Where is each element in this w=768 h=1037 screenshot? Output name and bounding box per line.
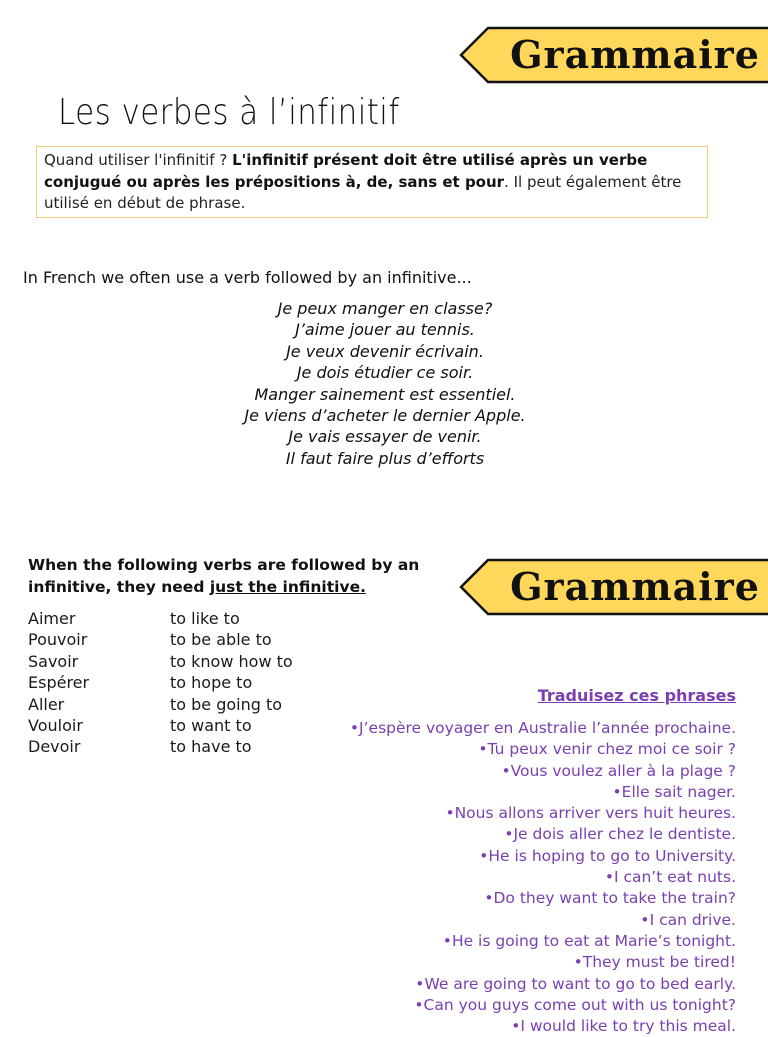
- verb-english: to know how to: [170, 651, 293, 671]
- verbs-heading: [28, 554, 428, 598]
- translate-phrase: •Vous voulez aller à la plage ?: [501, 761, 736, 780]
- verb-english: to have to: [170, 737, 252, 757]
- translate-phrases: [350, 718, 736, 1037]
- example-sentence: Je viens d’acheter le dernier Apple.: [244, 406, 526, 426]
- translate-phrase: •Elle sait nager.: [612, 782, 736, 801]
- example-sentence: Manger sainement est essentiel.: [254, 384, 516, 404]
- verb-row: [28, 715, 293, 736]
- banner-label: Grammaire: [510, 564, 760, 609]
- grammaire-banner-top: [458, 26, 768, 84]
- rule-bold: L'infinitif présent doit être utilisé après un verbe conjugué ou après les prépositions à, de, sans et pour: [44, 151, 648, 191]
- verb-english: to be able to: [170, 630, 272, 650]
- example-sentence: Je vais essayer de venir.: [288, 427, 482, 447]
- verb-row: [28, 694, 293, 715]
- translate-phrase: •I can’t eat nuts.: [604, 868, 736, 887]
- example-sentence: Je dois étudier ce soir.: [296, 363, 474, 383]
- verb-french: Espérer: [28, 673, 90, 693]
- rule-tail: . Il peut également être utilisé en début de phrase.: [44, 172, 682, 212]
- translate-phrase: •He is going to eat at Marie’s tonight.: [442, 931, 736, 950]
- verbs-heading-underlined: just the infinitive.: [209, 578, 366, 596]
- example-sentence: Je veux devenir écrivain.: [286, 341, 484, 361]
- translate-heading: Traduisez ces phrases: [537, 686, 736, 705]
- rule-box: [36, 146, 708, 218]
- example-sentence: J’aime jouer au tennis.: [295, 320, 475, 340]
- verb-row: [28, 672, 293, 693]
- banner-label: Grammaire: [510, 32, 760, 77]
- verb-row: [28, 629, 293, 650]
- verb-french: Savoir: [28, 651, 79, 671]
- verb-english: to hope to: [170, 673, 253, 693]
- translate-phrase: •They must be tired!: [573, 953, 736, 972]
- verb-french: Aller: [28, 694, 65, 714]
- verb-french: Vouloir: [28, 716, 83, 736]
- verb-english: to be going to: [170, 694, 283, 714]
- rule-lead: Quand utiliser l'infinitif ?: [44, 151, 233, 169]
- translate-phrase: •We are going to want to go to bed early.: [415, 974, 736, 993]
- example-sentences: [200, 298, 570, 469]
- verb-row: [28, 651, 293, 672]
- translate-phrase: •Tu peux venir chez moi ce soir ?: [478, 740, 736, 759]
- translate-phrase: •Je dois aller chez le dentiste.: [504, 825, 736, 844]
- grammaire-banner-bottom: [458, 558, 768, 616]
- verb-row: [28, 608, 293, 629]
- translate-phrase: •Nous allons arriver vers huit heures.: [445, 804, 736, 823]
- translate-phrase: •Do they want to take the train?: [484, 889, 736, 908]
- verb-french: Pouvoir: [28, 630, 88, 650]
- verb-list: [28, 608, 293, 758]
- example-sentence: Il faut faire plus d’efforts: [285, 448, 485, 468]
- example-sentence: Je peux manger en classe?: [277, 299, 493, 318]
- translate-phrase: •Can you guys come out with us tonight?: [414, 995, 736, 1014]
- verb-english: to want to: [170, 716, 252, 736]
- translate-phrase: •I can drive.: [640, 910, 736, 929]
- verbs-heading-text: When the following verbs are followed by an infinitive, they need: [28, 556, 420, 596]
- verb-french: Devoir: [28, 737, 81, 757]
- intro-text: In French we often use a verb followed by an infinitive...: [23, 268, 472, 287]
- verb-row: [28, 736, 293, 757]
- page-title: Les verbes à l’infinitif: [58, 92, 400, 133]
- translate-phrase: •He is hoping to go to University.: [479, 846, 736, 865]
- translate-phrase: •I would like to try this meal.: [511, 1017, 736, 1036]
- translate-phrase: •J’espère voyager en Australie l’année prochaine.: [349, 719, 736, 737]
- verb-english: to like to: [170, 609, 240, 628]
- verb-french: Aimer: [28, 609, 76, 628]
